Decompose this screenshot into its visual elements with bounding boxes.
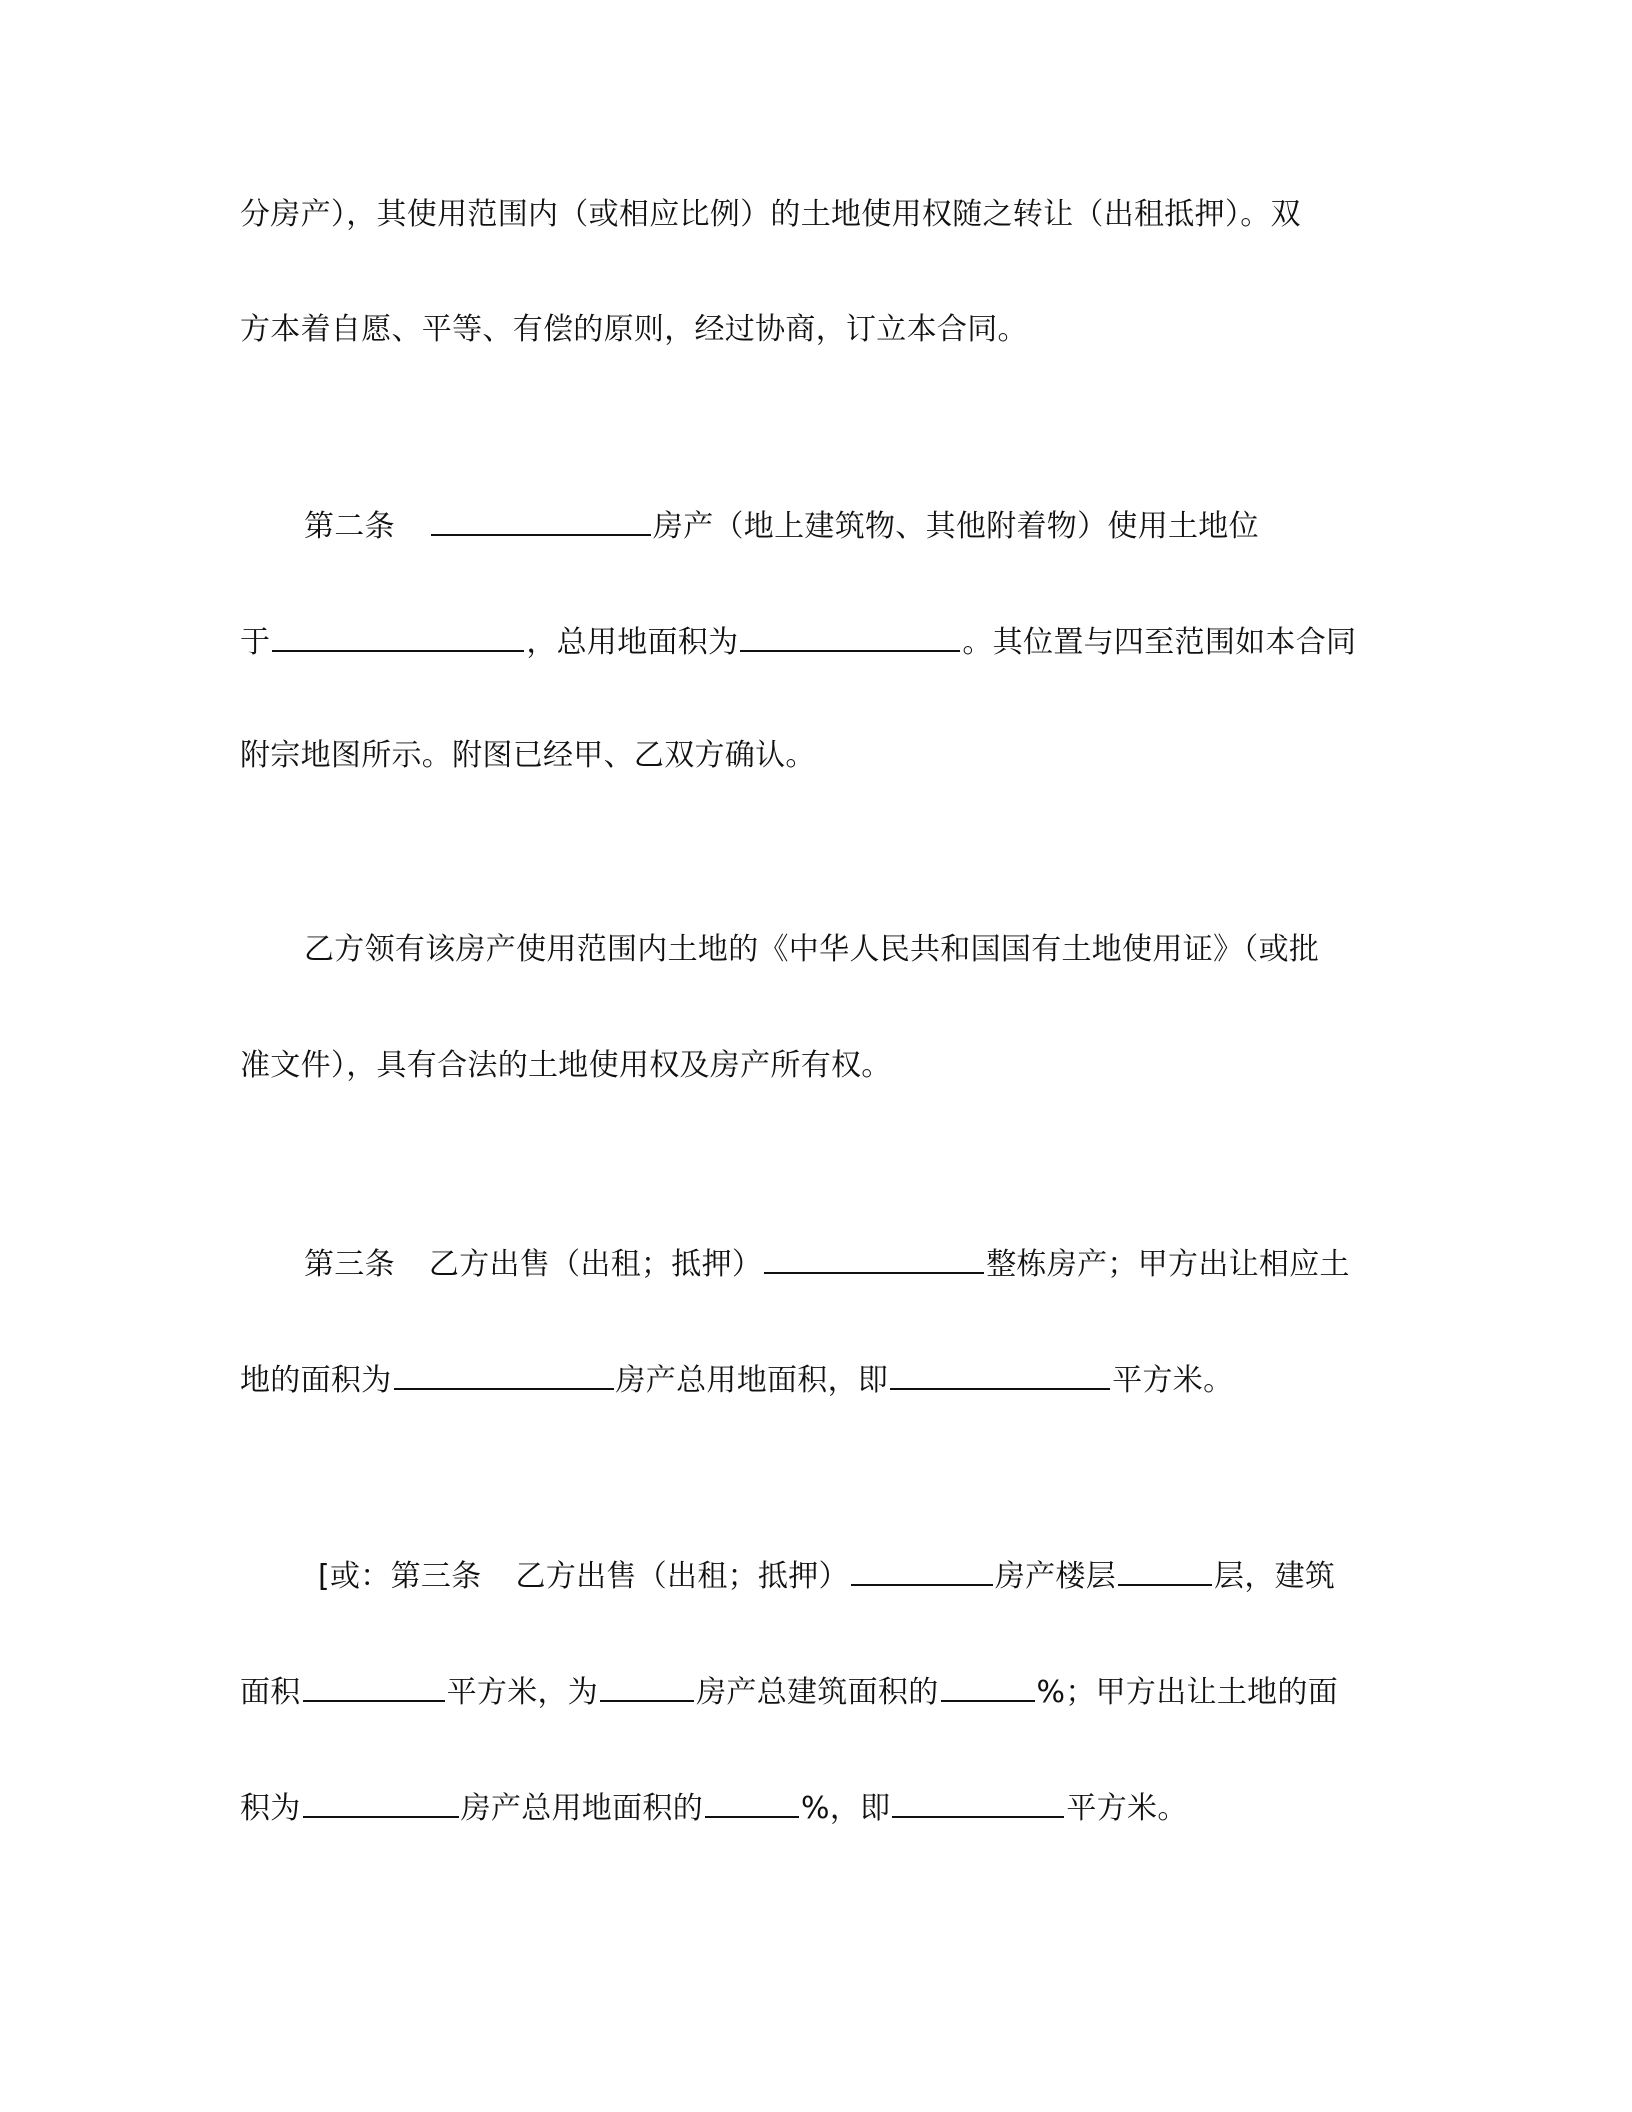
article-3-line-2	[240, 1358, 1233, 1401]
article-label: 第三条	[304, 1247, 395, 1282]
location-blank[interactable]	[272, 620, 524, 652]
text: 分房产），其使用范围内（或相应比例）的土地使用权随之转让（出租抵押）。双	[240, 197, 1301, 232]
text: 。其位置与四至范围如本合同	[962, 625, 1357, 660]
cert-line-1	[304, 930, 1319, 970]
text: 准文件），具有合法的土地使用权及房产所有权。	[240, 1048, 892, 1083]
text: 房产楼层	[994, 1559, 1117, 1594]
text: 附宗地图所示。附图已经甲、乙双方确认。	[240, 738, 816, 773]
text: 面积	[240, 1675, 301, 1710]
text: 房产总用地面积，即	[615, 1363, 889, 1398]
text: 层，建筑	[1214, 1559, 1336, 1594]
text: 平方米。	[1112, 1363, 1234, 1398]
text: 方本着自愿、平等、有偿的原则，经过协商，订立本合同。	[240, 312, 1028, 347]
text: 于	[240, 625, 271, 660]
text: 平方米。	[1066, 1791, 1188, 1826]
text: %；甲方出让土地的面	[1036, 1675, 1339, 1710]
article-label: 第二条	[304, 509, 395, 544]
text: 整栋房产；甲方出让相应土	[986, 1247, 1350, 1282]
article-3-line-1	[304, 1242, 1350, 1285]
paragraph-line	[240, 195, 1301, 235]
text: [或：第三条	[318, 1559, 482, 1594]
blank-field[interactable]	[303, 1670, 445, 1702]
article-2-line-3	[240, 736, 816, 776]
text: 平方米，为	[446, 1675, 599, 1710]
text: ，总用地面积为	[526, 625, 739, 660]
blank-field[interactable]	[764, 1242, 984, 1274]
text: 乙方出售（出租；抵押）	[515, 1559, 849, 1594]
blank-field[interactable]	[394, 1358, 614, 1390]
blank-field[interactable]	[431, 504, 651, 536]
blank-field[interactable]	[303, 1786, 459, 1818]
article-2-line-1	[304, 504, 1259, 547]
floor-blank[interactable]	[1118, 1554, 1212, 1586]
text: 积为	[240, 1791, 301, 1826]
blank-field[interactable]	[600, 1670, 694, 1702]
paragraph-line	[240, 310, 1028, 350]
text: 房产总用地面积的	[460, 1791, 704, 1826]
text: 乙方领有该房产使用范围内土地的《中华人民共和国国有土地使用证》（或批	[304, 932, 1320, 967]
area-blank[interactable]	[740, 620, 960, 652]
percent-blank[interactable]	[941, 1670, 1035, 1702]
cert-line-2	[240, 1046, 892, 1086]
text: 地的面积为	[240, 1363, 392, 1398]
text: %，即	[801, 1791, 891, 1826]
blank-field[interactable]	[892, 1786, 1064, 1818]
article-2-line-2	[240, 620, 1356, 663]
article-3-alt-line-1	[318, 1554, 1335, 1597]
text: 乙方出售（出租；抵押）	[428, 1247, 763, 1282]
article-3-alt-line-2	[240, 1670, 1338, 1713]
percent-blank[interactable]	[705, 1786, 799, 1818]
blank-field[interactable]	[890, 1358, 1110, 1390]
article-3-alt-line-3	[240, 1786, 1188, 1829]
text: 房产总建筑面积的	[696, 1675, 939, 1710]
blank-field[interactable]	[851, 1554, 993, 1586]
text: 房产（地上建筑物、其他附着物）使用土地位	[652, 509, 1259, 544]
